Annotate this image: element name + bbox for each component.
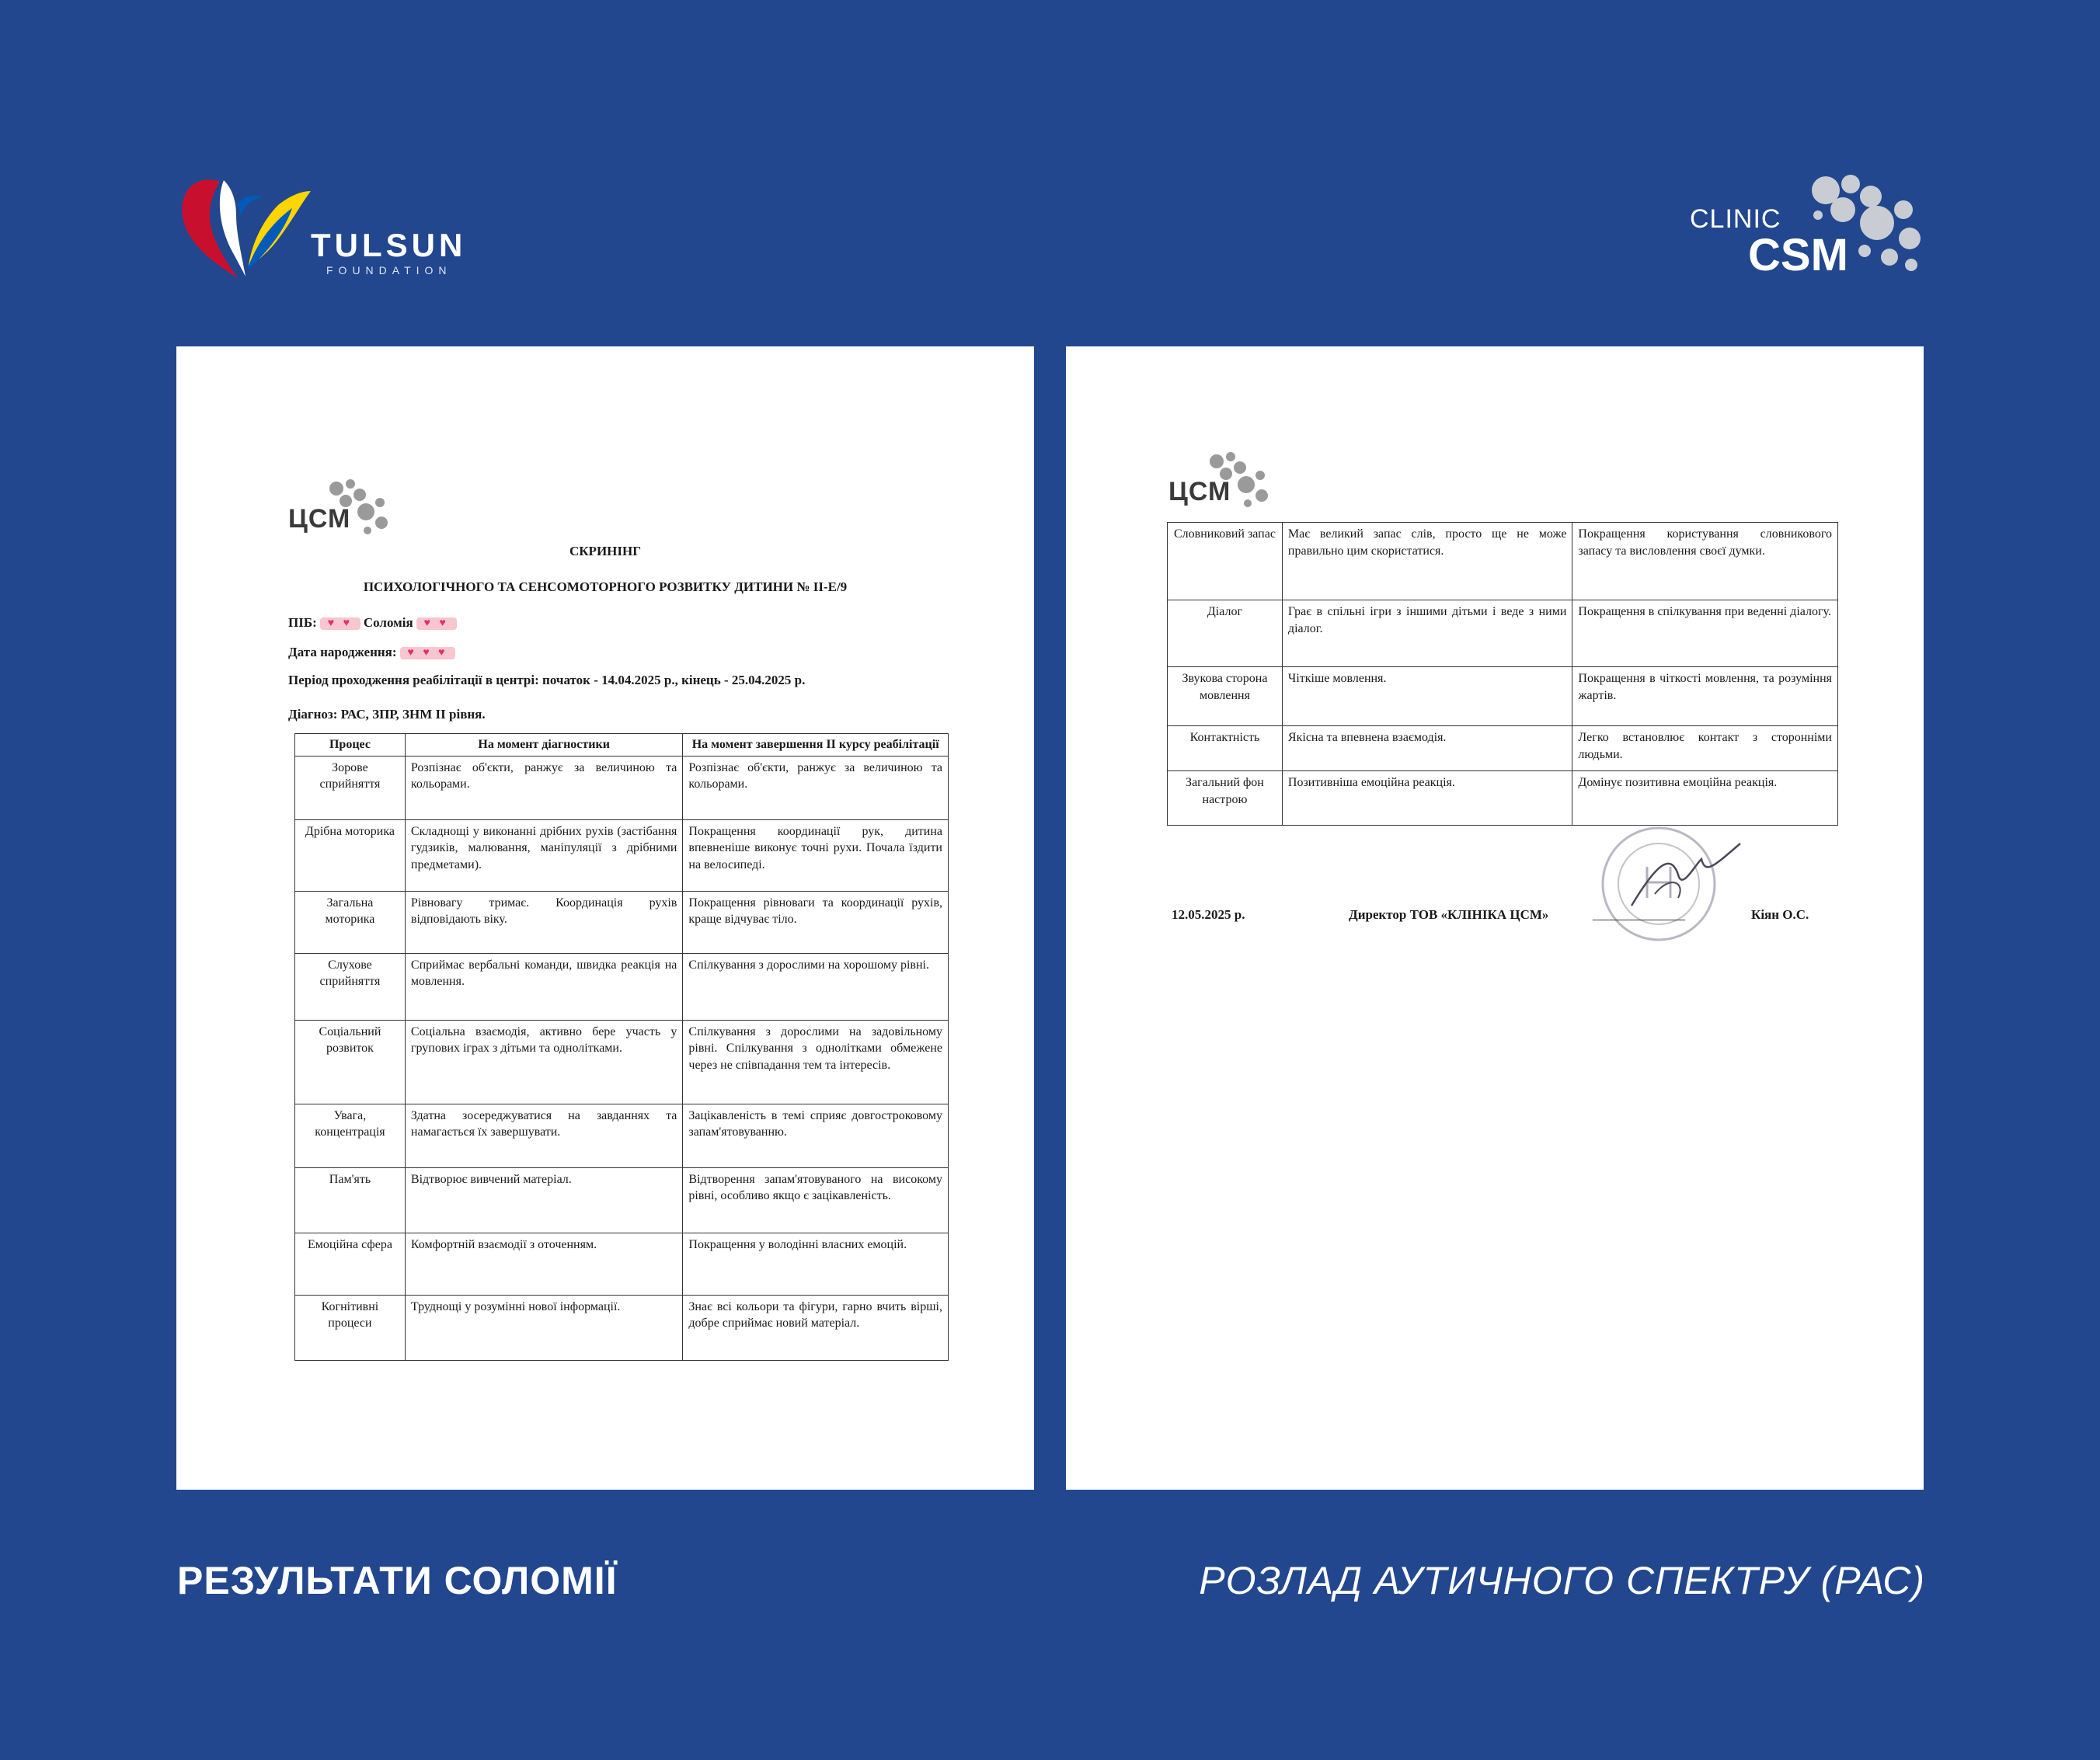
table-row <box>295 1020 949 1104</box>
clinic-csm-logo <box>1686 167 1927 283</box>
result-cell: Покращення рівноваги та координації рухів, краще відчуває тіло. <box>683 891 949 953</box>
diagnosis-cell: Відтворює вивчений матеріал. <box>405 1167 683 1233</box>
result-cell: Покращення в спілкування при веденні діалогу. <box>1572 600 1838 667</box>
child-name: Соломія <box>363 615 413 630</box>
process-cell: Соціальний розвиток <box>295 1020 406 1104</box>
process-cell: Когнітивні процеси <box>295 1295 406 1360</box>
process-cell: Пам'ять <box>295 1167 406 1233</box>
table-row <box>1168 667 1838 726</box>
diagnosis-cell: Здатна зосереджуватися на завданнях та намагається їх завершувати. <box>405 1104 683 1167</box>
tulsun-foundation-logo <box>177 172 503 281</box>
diagnosis-cell: Сприймає вербальні команди, швидка реакція на мовлення. <box>405 953 683 1020</box>
signature-date: 12.05.2025 р. <box>1172 907 1245 922</box>
table-row <box>1168 726 1838 771</box>
result-cell: Покращення в чіткості мовлення, та розуміння жартів. <box>1572 667 1838 726</box>
process-cell: Емоційна сфера <box>295 1233 406 1295</box>
table-row <box>295 1233 949 1295</box>
table-row <box>295 1104 949 1167</box>
result-cell: Знає всі кольори та фігури, гарно вчить вірші, добре сприймає новий матеріал. <box>683 1295 949 1360</box>
pib-label: ПІБ: <box>288 615 317 630</box>
dob-label: Дата народження: <box>288 645 397 659</box>
process-cell: Дрібна моторика <box>295 819 406 891</box>
result-cell: Спілкування з дорослими на задовільному рівні. Спілкування з однолітками обмежене через не співпадання тем та інтересів. <box>683 1020 949 1104</box>
doc-subtitle: ПСИХОЛОГІЧНОГО ТА СЕНСОМОТОРНОГО РОЗВИТКУ ДИТИНИ № II-Е/9 <box>363 579 848 594</box>
diagnosis-caption: РОЗЛАД АУТИЧНОГО СПЕКТРУ (РАС) <box>1199 1559 1925 1602</box>
csm-wordmark: CSM <box>1748 230 1848 280</box>
molecule-dots-icon <box>1802 167 1927 283</box>
diagnosis-cell: Якісна та впевнена взаємодія. <box>1282 726 1572 771</box>
director-title: Директор ТОВ «КЛІНІКА ЦСМ» <box>1349 907 1549 922</box>
table-row <box>1168 523 1838 600</box>
result-cell: Легко встановлює контакт з сторонніми людьми. <box>1572 726 1838 771</box>
results-caption: РЕЗУЛЬТАТИ СОЛОМІЇ <box>177 1559 618 1602</box>
tulsun-wordmark: TULSUN <box>311 227 467 263</box>
diagnosis-cell: Рівновагу тримає. Координація рухів відповідають віку. <box>405 891 683 953</box>
result-cell: Відтворення запам'ятовуваного на високому рівні, особливо якщо є зацікавленість. <box>683 1167 949 1233</box>
column-header: На момент завершення II курсу реабілітації <box>683 734 949 757</box>
diagnosis-cell: Соціальна взаємодія, активно бере участь у групових іграх з дітьми та однолітками. <box>405 1020 683 1104</box>
tulsun-heart-icon <box>177 172 313 281</box>
process-cell: Словниковий запас <box>1168 523 1283 600</box>
result-cell: Покращення у володінні власних емоцій. <box>683 1233 949 1295</box>
redaction-mark: ♥ ♥ <box>416 617 457 630</box>
table-header-row <box>295 734 949 757</box>
table-row <box>1168 771 1838 826</box>
period-line: Період проходження реабілітації в центрі: початок - 14.04.2025 р., кінець - 25.04.2025 р. <box>288 673 806 687</box>
table-row <box>295 891 949 953</box>
process-cell: Зорове сприйняття <box>295 756 406 819</box>
diagnosis-cell: Має великий запас слів, просто ще не може правильно цим скористатися. <box>1282 523 1572 600</box>
doc-logo-text: ЦСМ <box>1168 477 1231 506</box>
diagnosis-cell: Складнощі у виконанні дрібних рухів (застібання гудзиків, малювання, маніпуляції з дрібними предметами). <box>405 819 683 891</box>
result-cell: Спілкування з дорослими на хорошому рівні. <box>683 953 949 1020</box>
doc-logo-text: ЦСМ <box>288 504 351 534</box>
diagnosis-cell: Комфортній взаємодії з оточенням. <box>405 1233 683 1295</box>
process-cell: Контактність <box>1168 726 1283 771</box>
result-cell: Покращення координації рук, дитина впевненіше виконує точні рухи. Почала їздити на велосипеді. <box>683 819 949 891</box>
diagnosis-cell: Розпізнає об'єкти, ранжує за величиною та кольорами. <box>405 756 683 819</box>
table-row <box>1168 600 1838 667</box>
result-cell: Зацікавленість в темі сприяє довгостроковому запам'ятовуванню. <box>683 1104 949 1167</box>
result-cell: Домінує позитивна емоційна реакція. <box>1572 771 1838 826</box>
table-row <box>295 1167 949 1233</box>
diagnosis-cell: Чіткіше мовлення. <box>1282 667 1572 726</box>
screening-document-page-2 <box>1066 346 1924 1490</box>
table-row <box>295 756 949 819</box>
official-stamp-icon <box>1585 820 1764 944</box>
screening-table <box>294 733 949 1361</box>
redaction-mark: ♥ ♥ <box>320 617 360 630</box>
table-row <box>295 953 949 1020</box>
table-row <box>295 819 949 891</box>
clinic-wordmark: CLINIC <box>1690 204 1781 234</box>
dob-field <box>288 645 458 660</box>
process-cell: Загальний фон настрою <box>1168 771 1283 826</box>
diagnosis-cell: Труднощі у розумінні нової інформації. <box>405 1295 683 1360</box>
doc-title: СКРИНІНГ <box>569 544 642 558</box>
signature-line: ______________ <box>1593 907 1685 922</box>
foundation-wordmark: FOUNDATION <box>326 264 452 277</box>
diagnosis-cell: Позитивніша емоційна реакція. <box>1282 771 1572 826</box>
signer-name: Кіян О.С. <box>1751 907 1809 922</box>
diagnosis-cell: Грає в спільні ігри з іншими дітьми і веде з ними діалог. <box>1282 600 1572 667</box>
column-header: Процес <box>295 734 406 757</box>
process-cell: Діалог <box>1168 600 1283 667</box>
diagnosis-line: Діагноз: РАС, ЗПР, ЗНМ II рівня. <box>288 707 486 722</box>
table-row <box>295 1295 949 1360</box>
screening-table-continued <box>1167 522 1838 826</box>
process-cell: Увага, концентрація <box>295 1104 406 1167</box>
pib-field <box>288 615 460 631</box>
column-header: На момент діагностики <box>405 734 683 757</box>
process-cell: Слухове сприйняття <box>295 953 406 1020</box>
result-cell: Розпізнає об'єкти, ранжує за величиною та кольорами. <box>683 756 949 819</box>
redaction-mark: ♥ ♥ ♥ <box>400 647 456 659</box>
screening-document-page-1 <box>176 346 1034 1490</box>
process-cell: Загальна моторика <box>295 891 406 953</box>
process-cell: Звукова сторона мовлення <box>1168 667 1283 726</box>
result-cell: Покращення користування словникового запасу та висловлення своєї думки. <box>1572 523 1838 600</box>
